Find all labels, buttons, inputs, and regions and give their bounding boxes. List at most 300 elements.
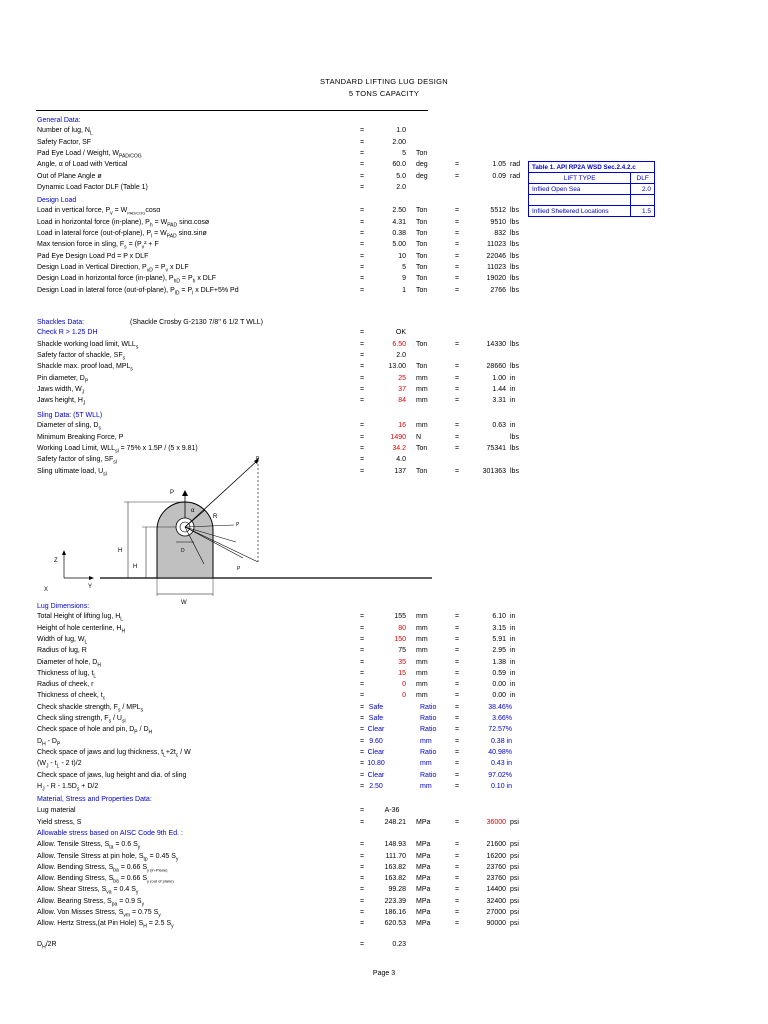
label-tail: = 0.66 S xyxy=(118,863,148,871)
label-tail: /2R xyxy=(45,941,57,948)
label-tail: = P xyxy=(152,263,166,271)
calc-row xyxy=(0,680,768,690)
row-label xyxy=(37,286,239,298)
label-tail: /2 xyxy=(92,782,99,790)
row-value-converted: 9510 xyxy=(490,218,506,226)
row-value: 5.0 xyxy=(396,172,406,180)
row-unit-converted: psi xyxy=(510,863,519,871)
label-text: Shackle working load limit, WLL xyxy=(37,340,136,348)
row-value-converted: 23760 xyxy=(486,863,506,871)
check-kind: Ratio xyxy=(420,726,437,734)
row-value-converted: 0.59 xyxy=(492,669,506,677)
subscript: c xyxy=(175,752,179,759)
calc-row xyxy=(0,818,768,828)
calc-row xyxy=(0,138,768,148)
row-unit-converted: psi xyxy=(510,920,519,928)
row-unit: Ton xyxy=(416,444,428,452)
row-unit-converted: lbs xyxy=(510,444,519,452)
row-label xyxy=(37,680,93,690)
row-value: 1490 xyxy=(390,433,406,441)
label-tail: = 75% x 1.5P / (5 x 9.81) xyxy=(118,444,198,452)
calc-row xyxy=(0,351,768,361)
label-text: Check sling strength, F xyxy=(37,715,109,722)
subscript: pa xyxy=(111,901,118,908)
row-unit: MPa xyxy=(416,863,431,871)
label-text: Safety factor of sling, SF xyxy=(37,456,114,464)
row-value-converted: 16200 xyxy=(486,852,506,860)
row-unit-converted: lbs xyxy=(510,467,519,475)
subscript: ta xyxy=(109,844,114,851)
row-value: 99.28 xyxy=(388,886,406,894)
label-text: Diameter of sling, D xyxy=(37,422,99,430)
equals-sign: = xyxy=(359,351,365,359)
row-value: 163.82 xyxy=(384,875,406,883)
equals-sign: = xyxy=(454,715,460,722)
row-unit: deg xyxy=(416,172,428,180)
row-unit-converted: psi xyxy=(510,897,519,905)
calc-row xyxy=(0,160,768,170)
equals-sign: = xyxy=(359,782,365,790)
row-value: 84 xyxy=(398,397,406,405)
calc-row xyxy=(0,737,768,747)
row-unit-converted: in xyxy=(510,397,516,405)
equals-sign: = xyxy=(359,852,365,860)
subscript: J xyxy=(45,763,49,770)
subscript: vD xyxy=(146,267,153,274)
label-ph: P xyxy=(237,566,241,572)
row-value-converted: 1.38 xyxy=(492,658,506,666)
calc-row xyxy=(0,172,768,182)
row-value: 9 xyxy=(402,275,406,283)
row-unit-converted: in xyxy=(510,692,516,700)
label-text: Allow. Von Misses Stress, S xyxy=(37,909,124,916)
axis-x: X xyxy=(44,587,49,593)
subscript: s xyxy=(98,425,101,432)
calc-row xyxy=(0,691,768,701)
equals-sign: = xyxy=(359,263,365,271)
row-unit: mm xyxy=(416,647,428,655)
equals-sign: = xyxy=(359,230,365,237)
calc-row xyxy=(0,897,768,907)
row-unit: mm xyxy=(416,422,428,430)
calc-row xyxy=(0,840,768,850)
page-footer: Page 3 xyxy=(372,970,396,977)
row-value-converted: 32400 xyxy=(486,897,506,905)
row-value-converted: 22046 xyxy=(486,252,506,260)
label-text: Minimum Breaking Force, P xyxy=(37,433,124,441)
calc-row xyxy=(0,940,768,950)
equals-sign: = xyxy=(359,692,365,700)
label-tail: = (P xyxy=(126,241,142,249)
row-unit-converted: in xyxy=(510,613,516,621)
label-text: Allow. Hertz Stress,(at Pin Hole) S xyxy=(37,920,144,928)
equals-sign: = xyxy=(359,920,365,928)
calc-row xyxy=(0,852,768,862)
equals-sign: = xyxy=(454,863,460,871)
row-unit-converted: lbs xyxy=(510,241,519,249)
calc-row xyxy=(0,806,768,816)
equals-sign: = xyxy=(454,841,460,849)
row-unit-converted: in xyxy=(510,422,516,430)
equals-sign: = xyxy=(454,172,460,180)
calc-row xyxy=(0,229,768,239)
row-value-converted: 19020 xyxy=(486,275,506,283)
row-value-converted: 75341 xyxy=(486,444,506,452)
row-value: 2.0 xyxy=(396,183,406,191)
label-text: Check space of jaws and lug thickness, t xyxy=(37,748,164,756)
row-value: 25 xyxy=(398,374,406,382)
row-label xyxy=(37,138,91,148)
check-kind: mm xyxy=(420,782,432,790)
row-value-converted: 0.00 xyxy=(492,692,506,700)
row-unit: mm xyxy=(416,613,428,621)
row-unit: Ton xyxy=(416,363,428,371)
label-tail: / W xyxy=(178,748,191,756)
equals-sign: = xyxy=(454,771,460,779)
row-value: 15 xyxy=(398,669,406,677)
check-kind: mm xyxy=(420,760,432,768)
row-value-converted: 27000 xyxy=(486,909,506,916)
row-value: 1.0 xyxy=(396,127,406,135)
equals-sign: = xyxy=(454,852,460,860)
subscript: v xyxy=(141,244,145,251)
table-header-dlf: DLF xyxy=(631,173,655,184)
row-unit-converted: in xyxy=(510,669,516,677)
row-unit-converted: psi xyxy=(510,875,519,883)
row-unit: Ton xyxy=(416,241,428,249)
equals-sign: = xyxy=(359,456,365,464)
equals-sign: = xyxy=(454,613,460,621)
row-value: 137 xyxy=(394,467,406,475)
row-unit-converted: rad xyxy=(510,172,521,180)
calc-row xyxy=(0,218,768,228)
subscript: sl xyxy=(103,470,107,477)
row-unit: mm xyxy=(416,658,428,666)
label-tail: = W xyxy=(152,230,167,237)
equals-sign: = xyxy=(454,467,460,475)
check-result: 0.43 in xyxy=(490,760,512,768)
row-value: 75 xyxy=(398,647,406,655)
row-value-converted: 23760 xyxy=(486,875,506,883)
calc-row xyxy=(0,252,768,262)
label-text: Number of lug, N xyxy=(37,127,90,135)
row-unit-converted: psi xyxy=(510,909,519,916)
label-text: Check space of hole and pin, D xyxy=(37,726,135,734)
row-value-converted: 0.63 xyxy=(492,422,506,430)
calc-row xyxy=(0,362,768,372)
row-value: 10 xyxy=(398,252,406,260)
label-text: Allow. Shear Stress, S xyxy=(37,886,107,894)
label-text: H xyxy=(37,782,43,790)
label-tail: = 0.45 S xyxy=(147,852,176,860)
equals-sign: = xyxy=(359,433,365,441)
equals-sign: = xyxy=(359,149,365,157)
label-text: Check shackle strength, F xyxy=(37,703,118,711)
label-tail: = P xyxy=(179,286,193,294)
subscript: s xyxy=(130,366,133,373)
row-label xyxy=(37,940,57,952)
lug-heading: Lug Dimensions: xyxy=(37,603,90,610)
row-unit: N xyxy=(416,433,422,441)
label-text: Angle, α of Load with Vertical xyxy=(37,161,128,169)
equals-sign: = xyxy=(454,703,460,711)
equals-sign: = xyxy=(454,275,460,283)
row-value-converted: 301363 xyxy=(482,467,506,475)
row-unit-converted: rad xyxy=(510,161,521,169)
subscript: l xyxy=(192,289,194,296)
calc-row xyxy=(0,782,768,792)
row-unit-converted: psi xyxy=(510,886,519,894)
calc-row xyxy=(0,318,768,328)
check-status: 9.60 xyxy=(369,737,383,745)
subscript: L xyxy=(93,673,97,680)
check-status: Clear xyxy=(367,726,385,734)
row-value-converted: 5.91 xyxy=(492,635,506,643)
label-text: Width of lug, W xyxy=(37,635,85,643)
row-value-converted: 3.15 xyxy=(492,624,506,632)
check-status: 10.80 xyxy=(367,760,385,768)
check-result: 38.46% xyxy=(488,703,512,711)
doc-subtitle: 5 TONS CAPACITY xyxy=(348,89,420,98)
label-text: Safety factor of shackle, SF xyxy=(37,351,123,359)
yield-label: Yield stress, S xyxy=(37,818,82,826)
row-unit: Ton xyxy=(416,252,428,260)
label-dh: D xyxy=(181,548,185,554)
equals-sign: = xyxy=(454,669,460,677)
row-label xyxy=(37,782,98,794)
table-caption: Table 1. API RP2A WSD Sec.2.4.2.c xyxy=(529,162,655,173)
row-label xyxy=(37,160,127,170)
label-tail: +2t xyxy=(165,748,176,756)
calc-row xyxy=(0,374,768,384)
row-unit: deg xyxy=(416,161,428,169)
label-text: Allow. Bearing Stress, S xyxy=(37,897,112,905)
table-cell: Inflied Sheltered Locations xyxy=(529,206,631,217)
calc-row xyxy=(0,433,768,443)
row-unit: Ton xyxy=(416,207,428,215)
equals-sign: = xyxy=(359,624,365,632)
label-tail: sinα.sinø xyxy=(176,230,207,237)
equals-sign: = xyxy=(359,275,365,283)
row-value: 0.38 xyxy=(392,230,406,237)
table-header-lift-type: LIFT TYPE xyxy=(529,173,631,184)
subscript: s xyxy=(140,707,144,714)
check-result: 72.57% xyxy=(488,726,512,734)
label-tail: = 0.75 S xyxy=(130,909,159,916)
row-value: 0 xyxy=(402,681,406,689)
row-unit: mm xyxy=(416,681,428,689)
shackle-check-value: OK xyxy=(395,329,406,337)
subscript: PAD/COG xyxy=(118,153,142,160)
row-label xyxy=(37,771,186,781)
check-status: Safe xyxy=(368,703,384,711)
equals-sign: = xyxy=(454,363,460,371)
label-text: Design Load in lateral force (out-of-plane), P xyxy=(37,286,175,294)
subscript: l xyxy=(151,233,153,240)
equals-sign: = xyxy=(359,807,365,815)
check-status: Clear xyxy=(367,771,385,779)
row-value-converted: 5512 xyxy=(490,207,506,215)
row-unit: mm xyxy=(416,624,428,632)
label-text: D xyxy=(37,941,43,948)
equals-sign: = xyxy=(359,715,365,722)
equals-sign: = xyxy=(359,703,365,711)
label-tail: x DLF xyxy=(168,263,189,271)
equals-sign: = xyxy=(359,613,365,621)
subscript: s xyxy=(122,355,126,362)
design-load-heading: Design Load xyxy=(37,197,77,205)
equals-sign: = xyxy=(359,841,365,849)
shackle-heading: Shackles Data: xyxy=(37,319,85,326)
label-text: Jaws width, W xyxy=(37,385,82,393)
equals-sign: = xyxy=(359,737,365,745)
calc-row xyxy=(0,240,768,250)
subscript: v xyxy=(110,210,113,217)
label-alpha: α xyxy=(191,508,195,514)
label-pv: P xyxy=(170,490,175,496)
label-tail: - D xyxy=(45,737,57,745)
row-unit-converted: lbs xyxy=(510,252,519,260)
subscript: v xyxy=(165,267,169,274)
row-value-converted: 0.00 xyxy=(492,681,506,689)
row-unit-converted: in xyxy=(510,635,516,643)
yield-unit: MPa xyxy=(416,818,431,826)
label-text: Total Height of lifting lug, H xyxy=(37,613,121,621)
row-unit: Ton xyxy=(416,263,428,271)
label-tail: - R - 1.5D xyxy=(44,782,77,790)
label-tail: = 0.4 S xyxy=(111,886,136,894)
row-unit: Ton xyxy=(416,286,428,294)
row-value: 186.16 xyxy=(384,909,406,916)
lug-diagram xyxy=(40,452,440,608)
sling-heading: Sling Data: (5T WLL) xyxy=(37,412,103,419)
row-value: 34.2 xyxy=(392,444,406,452)
label-tail: cosα xyxy=(145,207,161,215)
subscript: J xyxy=(42,786,45,793)
subscript: vm xyxy=(123,912,131,919)
equals-sign: = xyxy=(359,286,365,294)
row-value-converted: 832 xyxy=(494,230,506,237)
row-value: 0 xyxy=(402,692,406,700)
check-status: Safe xyxy=(368,715,384,722)
calc-row xyxy=(0,669,768,679)
calc-row xyxy=(0,286,768,296)
calc-row xyxy=(0,274,768,284)
equals-sign: = xyxy=(454,897,460,905)
equals-sign: = xyxy=(454,920,460,928)
subscript: h xyxy=(192,278,196,285)
equals-sign: = xyxy=(454,397,460,405)
equals-sign: = xyxy=(454,782,460,790)
calc-row xyxy=(0,328,768,338)
label-text: Out of Plane Angle ø xyxy=(37,172,102,180)
label-text: Jaws height, H xyxy=(37,397,83,405)
label-text: Diameter of hole, D xyxy=(37,658,98,666)
check-result: 0.10 in xyxy=(490,782,512,790)
equals-sign: = xyxy=(359,669,365,677)
label-text: Load in vertical force, P xyxy=(37,207,111,215)
equals-sign: = xyxy=(454,433,460,441)
shackle-note: (Shackle Crosby G-2130 7/8" 6 1/2 T WLL) xyxy=(130,319,263,326)
subscript: L xyxy=(120,616,124,623)
label-text: Allow. Tensile Stress, S xyxy=(37,841,110,849)
equals-sign: = xyxy=(359,385,365,393)
label-text: (W xyxy=(37,760,46,768)
row-value: 35 xyxy=(398,658,406,666)
check-status: Clear xyxy=(367,748,385,756)
label-text: Working Load Limit, WLL xyxy=(37,444,116,452)
row-unit-converted: lbs xyxy=(510,275,519,283)
row-unit: MPa xyxy=(416,886,431,894)
row-value: 80 xyxy=(398,624,406,632)
equals-sign: = xyxy=(359,252,365,260)
yield-value-converted: 36000 xyxy=(486,818,506,826)
label-text: Thickness of cheek, t xyxy=(37,692,103,700)
material-heading: Material, Stress and Properties Data: xyxy=(37,796,152,803)
general-heading: General Data: xyxy=(37,117,81,124)
row-value-converted: 1.00 xyxy=(492,374,506,382)
row-value: 223.39 xyxy=(384,897,406,905)
material-label: Lug material xyxy=(37,807,76,815)
calc-row xyxy=(0,714,768,724)
row-unit-converted: lbs xyxy=(510,218,519,226)
equals-sign: = xyxy=(454,909,460,916)
label-tail: - t xyxy=(48,760,57,768)
row-unit-converted: lbs xyxy=(510,286,519,294)
row-unit: MPa xyxy=(416,909,431,916)
row-value: 13.00 xyxy=(388,363,406,371)
equals-sign: = xyxy=(359,444,365,452)
subscript: L xyxy=(84,639,88,646)
row-value: 4.31 xyxy=(392,218,406,226)
equals-sign: = xyxy=(359,909,365,916)
calc-row xyxy=(0,725,768,735)
row-unit-converted: in xyxy=(510,647,516,655)
label-text: Design Load in Vertical Direction, P xyxy=(37,263,147,271)
yield-unit-converted: psi xyxy=(510,818,519,826)
equals-sign: = xyxy=(359,207,365,215)
row-unit-converted: in xyxy=(510,658,516,666)
subscript: y xyxy=(135,889,139,896)
label-tail: )/2 xyxy=(73,760,82,768)
label-text: D xyxy=(37,737,43,745)
row-value: 1 xyxy=(402,286,406,294)
calc-row xyxy=(0,829,768,839)
equals-sign: = xyxy=(359,183,365,191)
check-kind: Ratio xyxy=(420,771,437,779)
check-kind: Ratio xyxy=(420,715,437,722)
row-label xyxy=(37,433,123,443)
row-unit-converted: psi xyxy=(510,852,519,860)
label-tail: / U xyxy=(111,715,122,722)
equals-sign: = xyxy=(359,658,365,666)
allowable-heading: Allowable stress based on AISC Code 9th Ed. : xyxy=(37,829,183,837)
calc-row xyxy=(0,919,768,929)
subscript: PAD xyxy=(167,222,178,229)
check-status: 2.50 xyxy=(369,782,383,790)
check-kind: mm xyxy=(420,737,432,745)
row-label xyxy=(37,252,148,262)
equals-sign: = xyxy=(454,647,460,655)
label-tail: = W xyxy=(152,218,168,226)
calc-row xyxy=(0,635,768,645)
row-value: 163.82 xyxy=(384,863,406,871)
row-value: 5 xyxy=(402,149,406,157)
row-value-converted: 6.10 xyxy=(492,613,506,621)
subscript: ba xyxy=(113,878,119,885)
equals-sign: = xyxy=(359,340,365,348)
equals-sign: = xyxy=(359,897,365,905)
